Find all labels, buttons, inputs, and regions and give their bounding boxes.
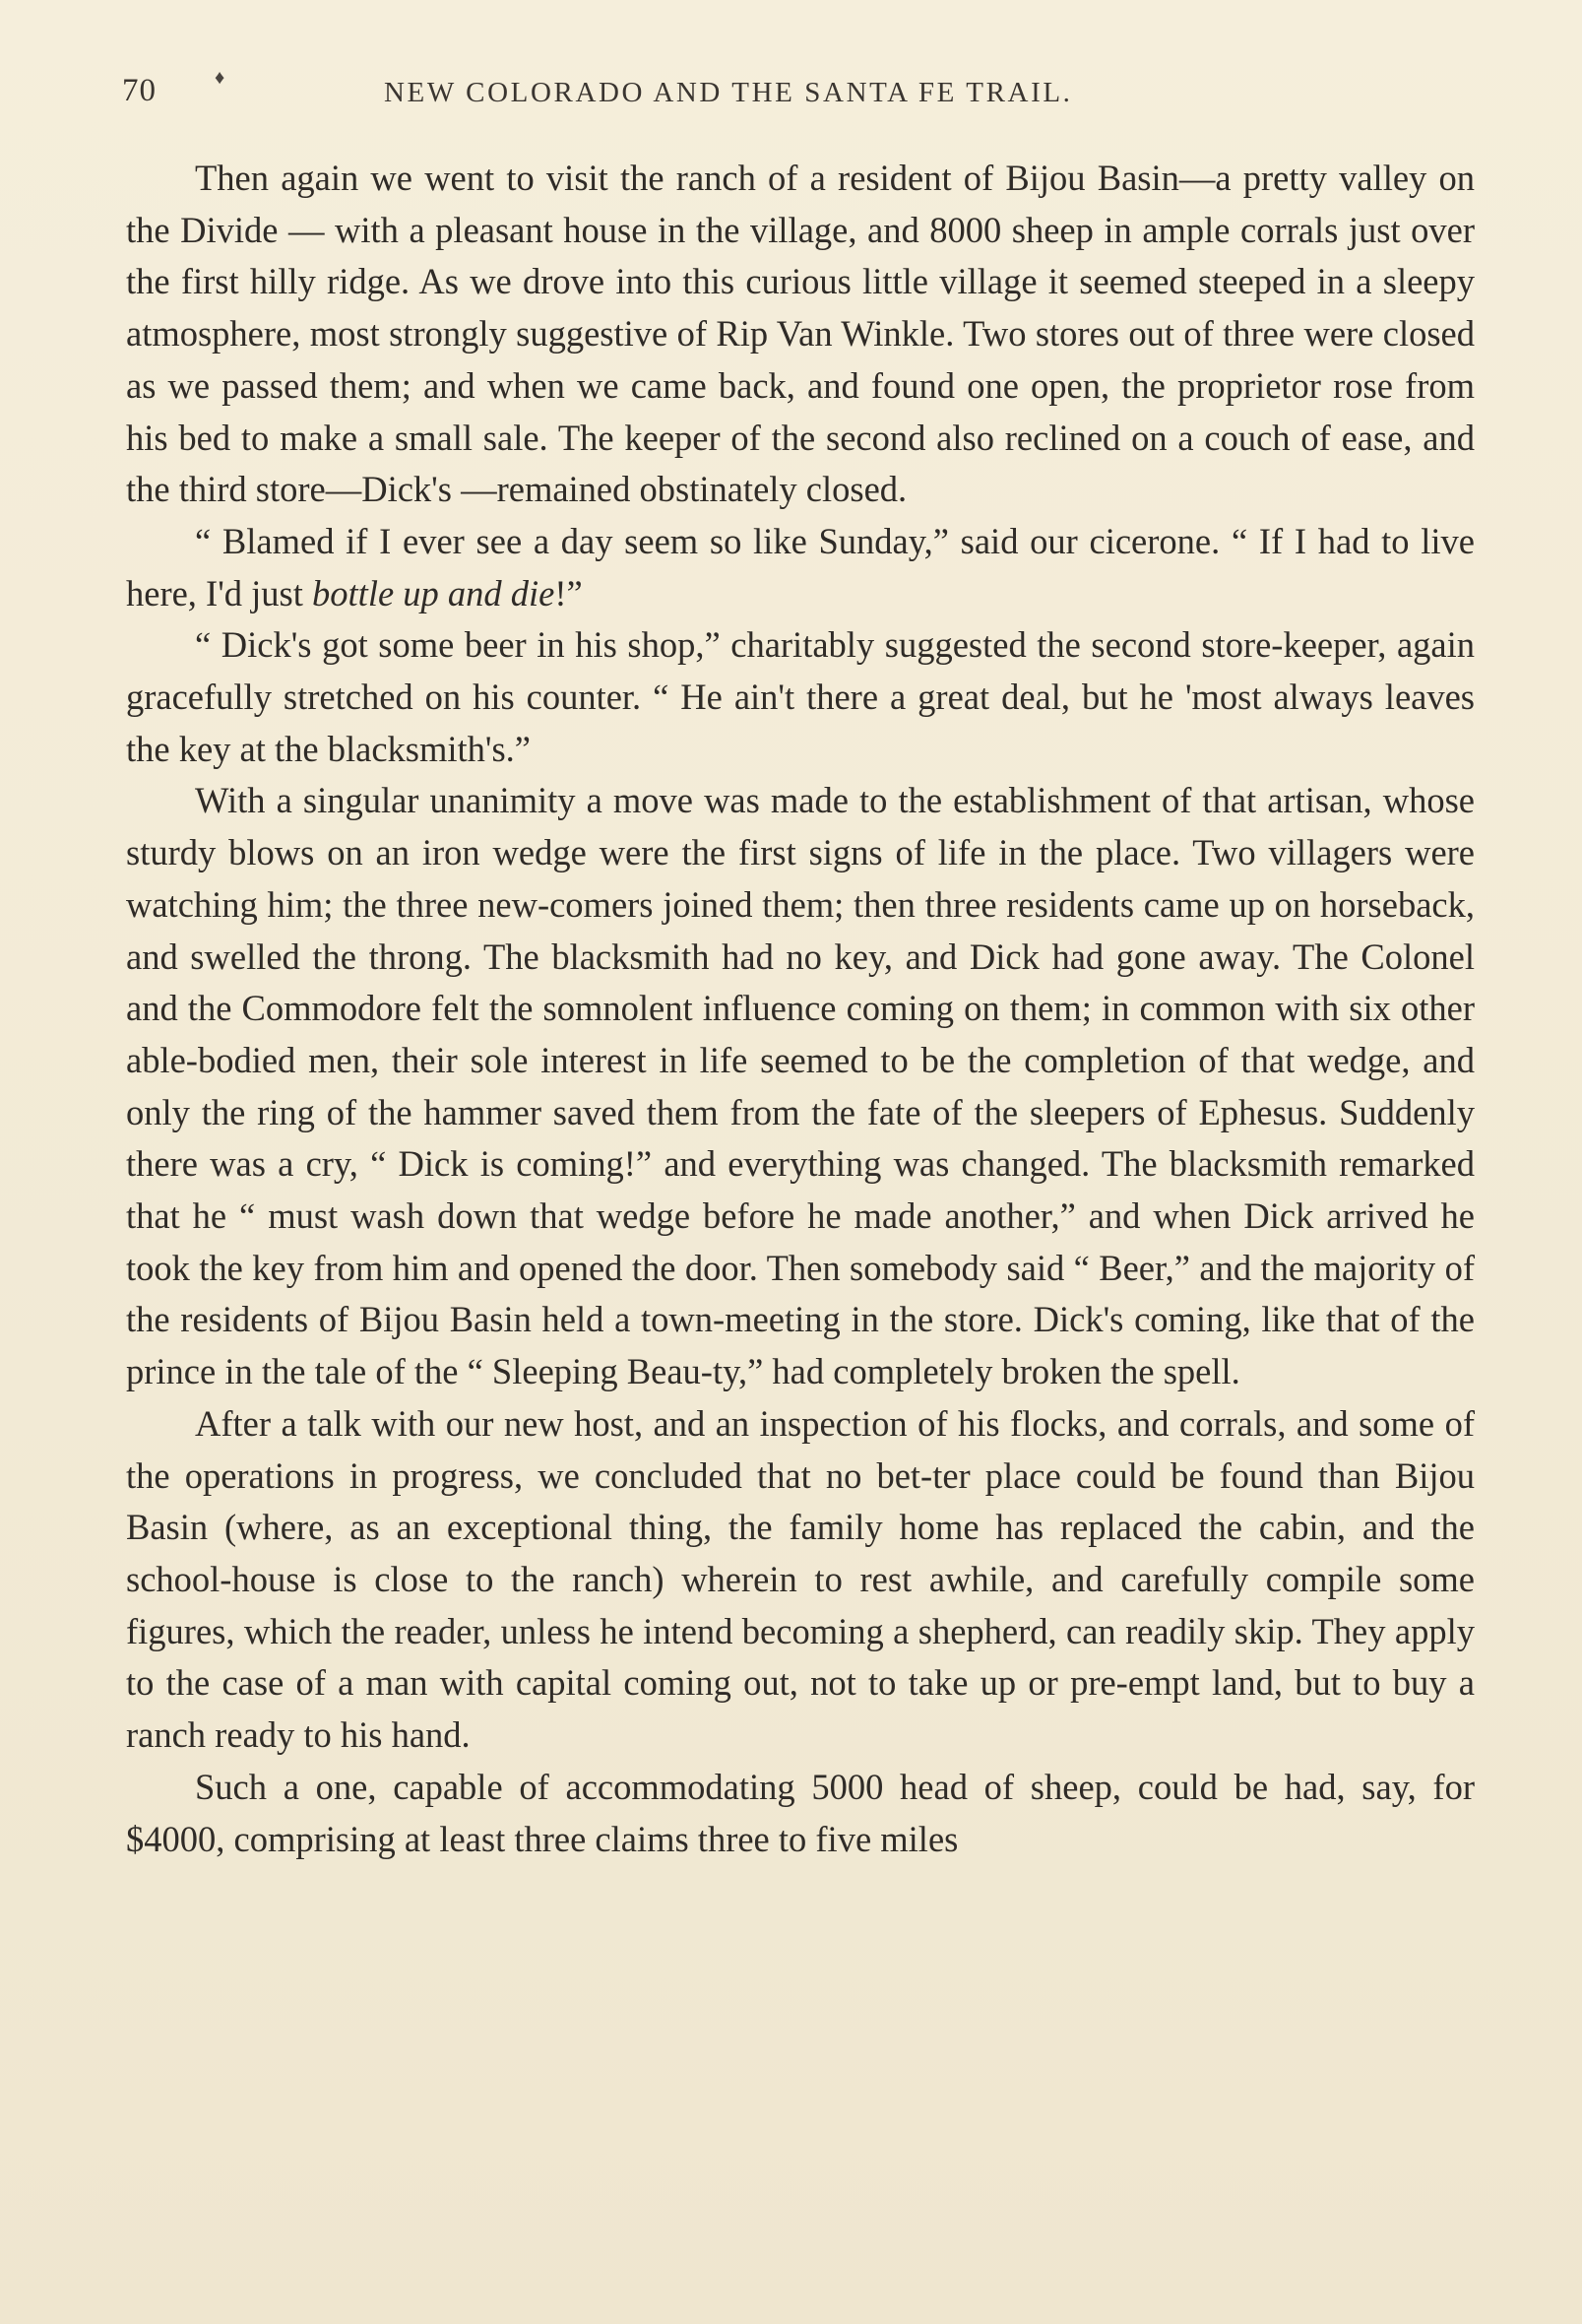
- paragraph: “ Dick's got some beer in his shop,” charitably suggested the second store-keeper, again gracefully stretched on his counter. “ He ain't there a great deal, but he 'most always leaves the key at the blacksmith's.”: [126, 624, 1475, 769]
- paragraph-text: “ Blamed if I ever see a day seem so like Sunday,” said our cicerone. “ If I had to live here, I'd just: [126, 520, 1475, 613]
- page-header: [122, 67, 1481, 122]
- running-head: NEW COLORADO AND THE SANTA FE TRAIL.: [384, 77, 1073, 108]
- paragraph: [126, 516, 1475, 619]
- paragraph: After a talk with our new host, and an inspection of his flocks, and corrals, and some of the operations in progress, we concluded that no bet-ter place could be found than Bijou Basin (where, as an exceptional thing, the family home has replaced the cabin, and the school-house is close to the ranch) wherein to rest awhile, and carefully compile some figures, which the reader, unless he intend becoming a shepherd, can readily skip. They apply to the case of a man with capital coming out, not to take up or pre-empt land, but to buy a ranch ready to his hand.: [126, 1402, 1475, 1756]
- paragraph: Such a one, capable of accommodating 5000 head of sheep, could be had, say, for $4000, comprising at least three claims three to five miles: [126, 1766, 1475, 1859]
- ornament-mark: ♦: [215, 67, 225, 89]
- paragraph: With a singular unanimity a move was made to the establishment of that artisan, whose sturdy blows on an iron wedge were the first signs of life in the place. Two villagers were watching him; the three new-comers joined them; then three residents came up on horseback, and swelled the throng. The blacksmith had no key, and Dick had gone away. The Colonel and the Commodore felt the somnolent influence coming on them; in common with six other able-bodied men, their sole interest in life seemed to be the completion of that wedge, and only the ring of the hammer saved them from the fate of the sleepers of Ephesus. Suddenly there was a cry, “ Dick is coming!” and everything was changed. The blacksmith remarked that he “ must wash down that wedge before he made another,” and when Dick arrived he took the key from him and opened the door. Then somebody said “ Beer,” and the majority of the residents of Bijou Basin held a town-meeting in the store. Dick's coming, like that of the prince in the tale of the “ Sleeping Beau-ty,” had completely broken the spell.: [126, 780, 1475, 1392]
- italic-phrase: bottle up and die: [312, 572, 555, 613]
- quote-end: !”: [554, 572, 583, 613]
- page-number: 70: [122, 73, 157, 108]
- paragraph: Then again we went to visit the ranch of a resident of Bijou Basin—a pretty valley on the Divide — with a pleasant house in the village, and 8000 sheep in ample corrals just over the first hilly ridge. As we drove into this curious little village it seemed steeped in a sleepy atmosphere, most strongly suggestive of Rip Van Winkle. Two stores out of three were closed as we passed them; and when we came back, and found one open, the proprietor rose from his bed to make a small sale. The keeper of the second also reclined on a couch of ease, and the third store—Dick's —remained obstinately closed.: [126, 158, 1475, 510]
- body-text: [126, 153, 1475, 1865]
